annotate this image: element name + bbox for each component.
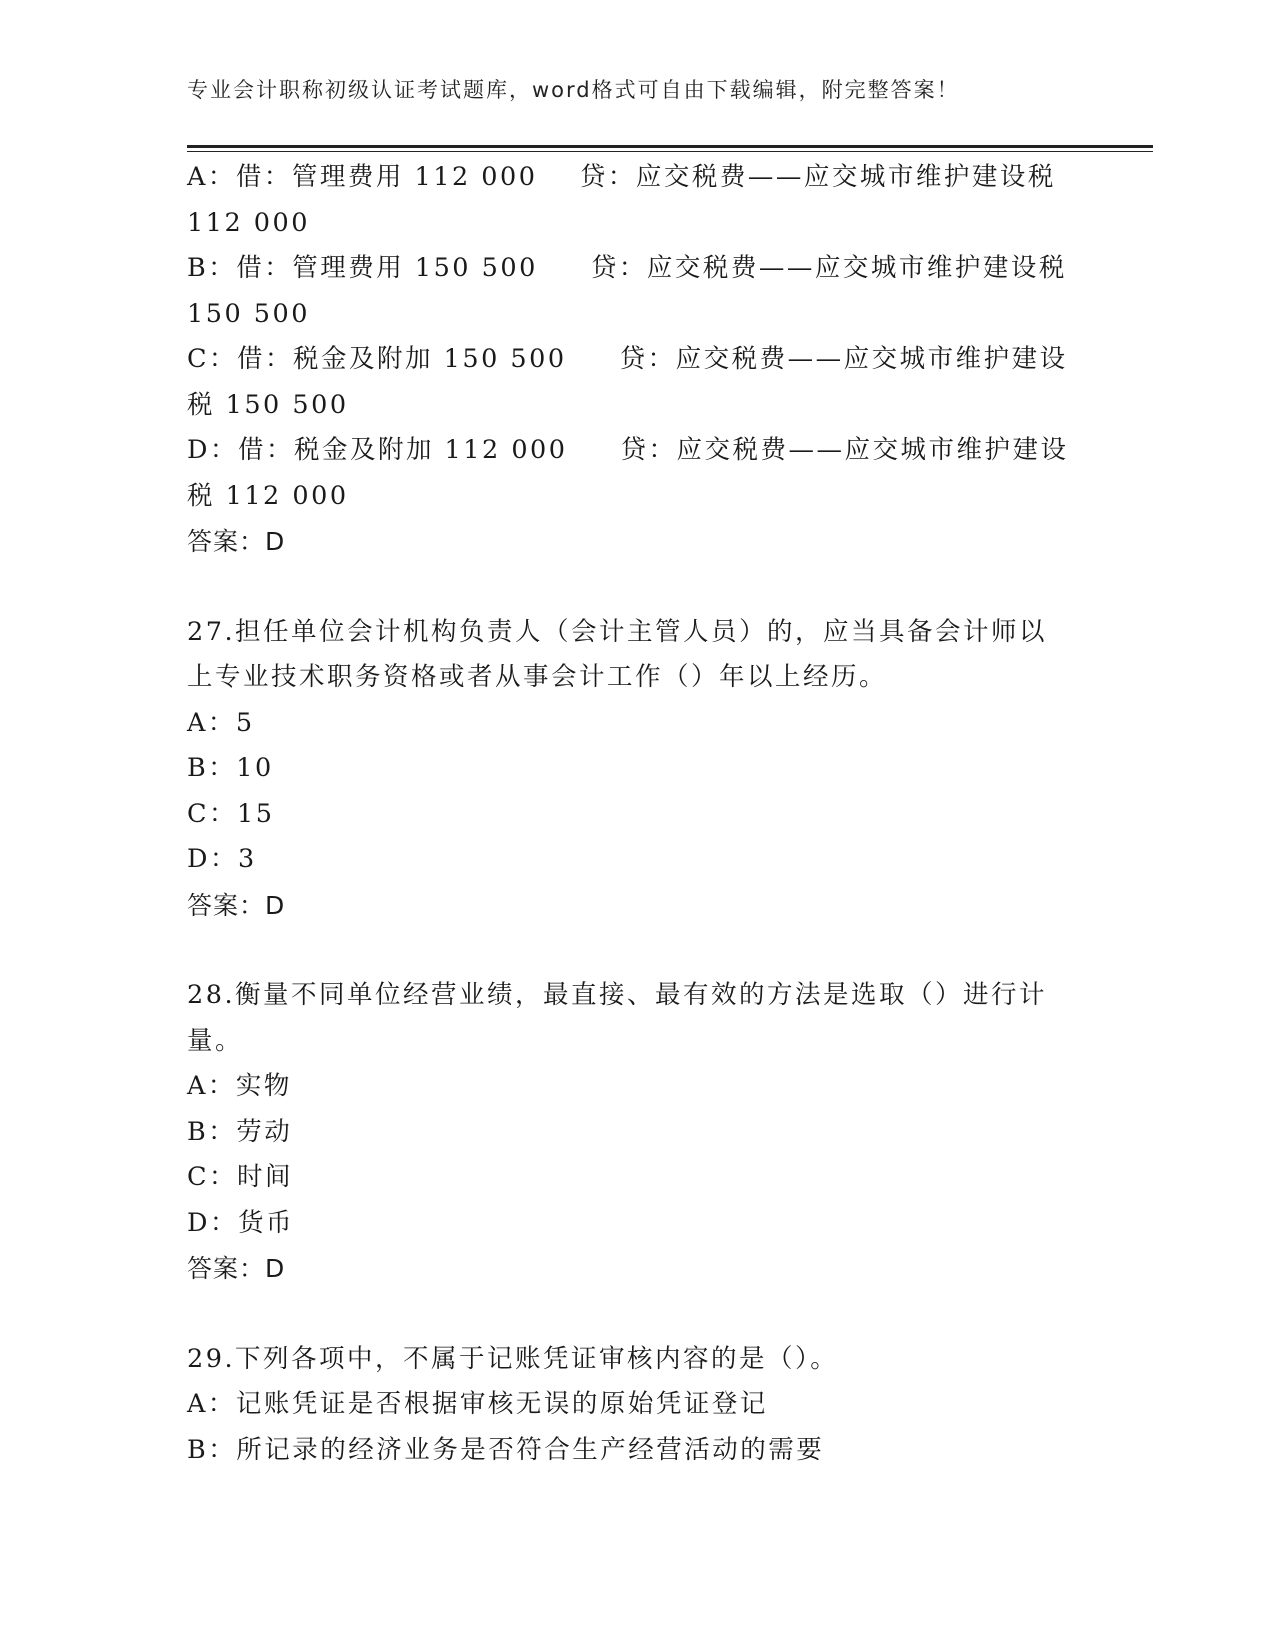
document-body xyxy=(187,155,1087,1473)
option-line: 税 150 500 xyxy=(187,389,349,420)
question-text: 28.衡量不同单位经营业绩，最直接、最有效的方法是选取（）进行计 xyxy=(187,980,1048,1010)
option-line: B：10 xyxy=(187,753,274,783)
option-line: B：借：管理费用 150 500 贷：应交税费——应交城市维护建设税 xyxy=(187,253,1067,283)
spacer xyxy=(187,1292,1087,1337)
question-block xyxy=(187,155,1087,565)
option-line: D：货币 xyxy=(187,1207,294,1238)
option-line: B：劳动 xyxy=(187,1116,293,1147)
question-text: 29.下列各项中，不属于记账凭证审核内容的是（）。 xyxy=(187,1343,839,1374)
question-text: 27.担任单位会计机构负责人（会计主管人员）的，应当具备会计师以 xyxy=(187,616,1048,647)
question-text: 量。 xyxy=(187,1025,244,1056)
option-line: C：时间 xyxy=(187,1162,294,1192)
option-line: 税 112 000 xyxy=(187,480,349,511)
header-rule-thick xyxy=(187,145,1153,148)
page-header: 专业会计职称初级认证考试题库，word格式可自由下载编辑，附完整答案！ xyxy=(187,78,960,102)
option-line: D：借：税金及附加 112 000 贷：应交税费——应交城市维护建设 xyxy=(187,435,1069,465)
option-line: C：15 xyxy=(187,798,275,829)
header-rule-thin xyxy=(187,151,1153,152)
question-block xyxy=(187,1337,1087,1474)
question-block xyxy=(187,973,1087,1292)
spacer xyxy=(187,928,1087,973)
answer-line: 答案：D xyxy=(187,527,286,556)
option-line: A：实物 xyxy=(187,1071,292,1101)
option-line: A：5 xyxy=(187,707,255,738)
option-line: C：借：税金及附加 150 500 贷：应交税费——应交城市维护建设 xyxy=(187,344,1068,374)
option-line: 112 000 xyxy=(187,207,310,238)
option-line: B：所记录的经济业务是否符合生产经营活动的需要 xyxy=(187,1434,825,1465)
question-text: 上专业技术职务资格或者从事会计工作（）年以上经历。 xyxy=(187,662,888,692)
option-line: A：记账凭证是否根据审核无误的原始凭证登记 xyxy=(187,1389,768,1419)
question-block xyxy=(187,610,1087,929)
answer-line: 答案：D xyxy=(187,890,286,920)
answer-line: 答案：D xyxy=(187,1254,286,1283)
option-line: A：借：管理费用 112 000 贷：应交税费——应交城市维护建设税 xyxy=(187,162,1056,192)
option-line: D：3 xyxy=(187,844,257,874)
spacer xyxy=(187,565,1087,610)
option-line: 150 500 xyxy=(187,298,310,329)
